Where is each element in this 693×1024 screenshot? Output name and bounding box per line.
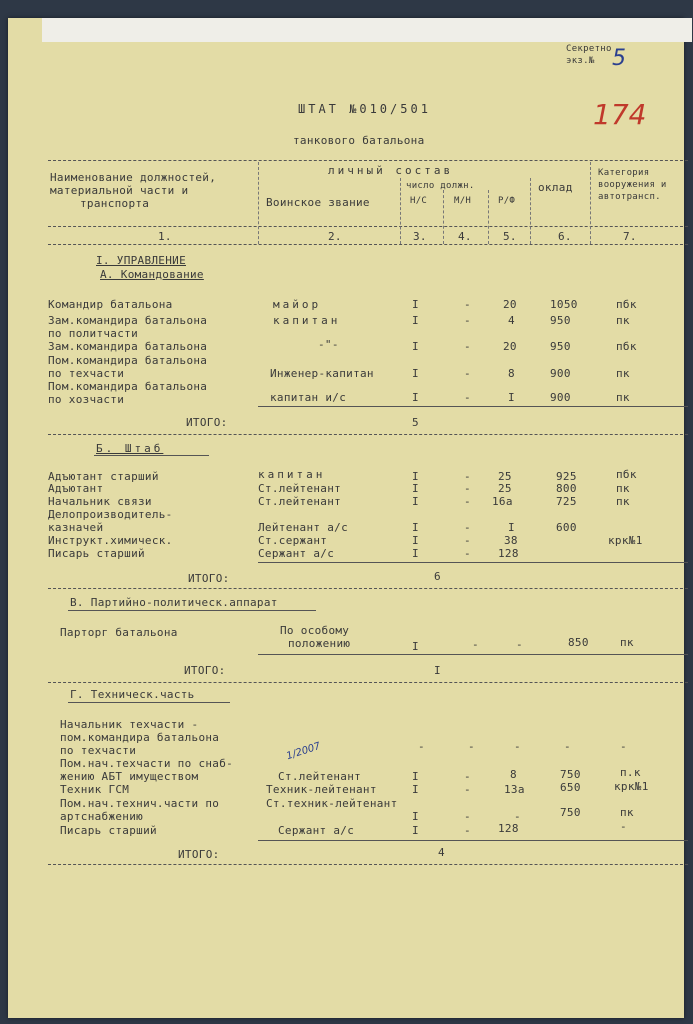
header-rank: Воинское звание xyxy=(266,196,370,209)
position-name: Писарь старший xyxy=(48,547,145,560)
position-name-cont: по техчасти xyxy=(60,744,137,757)
count-mn: - xyxy=(464,367,471,380)
count-ns: I xyxy=(412,810,419,823)
subsection-a-heading: А. Командование xyxy=(100,268,204,281)
count-mn: - xyxy=(464,314,471,327)
count-ns: I xyxy=(412,340,419,353)
copy-number: 5 xyxy=(612,46,626,71)
salary-value: 900 xyxy=(550,391,571,404)
folio-number: 174 xyxy=(593,98,647,131)
rank-value: Техник-лейтенант xyxy=(266,783,377,796)
count-ryad: I xyxy=(508,391,515,404)
count-mn: - xyxy=(472,638,479,651)
total-value: 5 xyxy=(412,416,419,429)
position-name: Пом.командира батальона xyxy=(48,380,208,393)
col-num-4: 4. xyxy=(458,230,472,243)
count-ns: - xyxy=(418,740,425,753)
position-name-cont: по техчасти xyxy=(48,367,125,380)
rank-value-cont: положению xyxy=(288,637,351,650)
header-salary: оклад xyxy=(538,181,573,194)
rank-value: Ст.лейтенант xyxy=(258,482,342,495)
handwritten-note: 1/2007 xyxy=(285,740,323,763)
position-name-cont: пом.командира батальона xyxy=(60,731,220,744)
position-name: Делопроизводитель- xyxy=(48,508,173,521)
rank-value: капитан и/с xyxy=(270,391,347,404)
count-mn: - xyxy=(464,298,471,311)
total-value: 6 xyxy=(434,570,441,583)
count-mn: - xyxy=(464,470,471,483)
rank-value: Сержант а/с xyxy=(278,824,355,837)
rank-value: Ст.сержант xyxy=(258,534,328,547)
top-paper-strip xyxy=(42,18,692,42)
total-label: ИТОГО: xyxy=(184,664,226,677)
count-ryad: I xyxy=(508,521,515,534)
count-ryad: 25 xyxy=(498,482,512,495)
count-ns: I xyxy=(412,770,419,783)
position-name-cont: по политчасти xyxy=(48,327,138,340)
copy-label: экз.№ xyxy=(566,56,595,66)
count-mn: - xyxy=(464,521,471,534)
header-count: число должн. xyxy=(406,181,475,191)
count-ryad: 20 xyxy=(503,298,517,311)
header-col1-line3: транспорта xyxy=(80,197,150,210)
rank-value: По особому xyxy=(280,624,350,637)
count-ns: I xyxy=(412,314,419,327)
count-ryad: - xyxy=(514,740,521,753)
count-ns: I xyxy=(412,367,419,380)
category-value: крк№1 xyxy=(614,780,649,793)
col-num-3: 3. xyxy=(413,230,427,243)
position-name: Пом.нач.технич.части по xyxy=(60,797,220,810)
category-value: пк xyxy=(616,482,630,495)
position-name: Зам.командира батальона xyxy=(48,340,208,353)
rank-value: Ст.лейтенант xyxy=(278,770,362,783)
count-mn: - xyxy=(464,340,471,353)
rank-value: Сержант а/с xyxy=(258,547,335,560)
category-value: пк xyxy=(616,314,630,327)
category-value: пбк xyxy=(616,340,637,353)
header-cat-line2: вооружения и xyxy=(598,180,667,190)
header-mn: М/Н xyxy=(454,196,472,206)
salary-value: 925 xyxy=(556,470,577,483)
category-value: - xyxy=(620,740,627,753)
category-value: пбк xyxy=(616,468,637,481)
col-num-5: 5. xyxy=(503,230,517,243)
total-label: ИТОГО: xyxy=(178,848,220,861)
rank-value: Инженер-капитан xyxy=(270,367,374,380)
count-ryad: - xyxy=(514,810,521,823)
count-ryad: 25 xyxy=(498,470,512,483)
position-name: Адъютант старший xyxy=(48,470,159,483)
header-col1-line2: материальной части и xyxy=(50,184,189,197)
header-ns: Н/С xyxy=(410,196,428,206)
count-ns: I xyxy=(412,534,419,547)
position-name: Пом.нач.техчасти по снаб- xyxy=(60,757,234,770)
position-name: Писарь старший xyxy=(60,824,157,837)
subsection-g-heading: Г. Техническ.часть xyxy=(70,688,195,701)
salary-value: 900 xyxy=(550,367,571,380)
count-mn: - xyxy=(464,391,471,404)
salary-value: 600 xyxy=(556,521,577,534)
count-ryad: 8 xyxy=(510,768,517,781)
section-heading: I. УПРАВЛЕНИЕ xyxy=(96,254,186,267)
rank-value: капитан xyxy=(273,314,341,327)
header-group: личный состав xyxy=(328,164,454,177)
position-name: Пом.командира батальона xyxy=(48,354,208,367)
count-ryad: 16а xyxy=(492,495,513,508)
position-name-cont: жению АБТ имуществом xyxy=(60,770,199,783)
count-ns: I xyxy=(412,391,419,404)
col-num-2: 2. xyxy=(328,230,342,243)
salary-value: 1050 xyxy=(550,298,578,311)
count-ryad: 8 xyxy=(508,367,515,380)
count-ryad: 128 xyxy=(498,822,519,835)
total-value: I xyxy=(434,664,441,677)
count-mn: - xyxy=(464,770,471,783)
count-mn: - xyxy=(464,495,471,508)
count-ns: I xyxy=(412,824,419,837)
count-ns: I xyxy=(412,547,419,560)
category-value: пк xyxy=(616,391,630,404)
salary-value: 800 xyxy=(556,482,577,495)
position-name: Начальник техчасти - xyxy=(60,718,199,731)
position-name-cont: артснабжению xyxy=(60,810,144,823)
count-ns: I xyxy=(412,482,419,495)
salary-value: 850 xyxy=(568,636,589,649)
salary-value: 750 xyxy=(560,806,581,819)
count-mn: - xyxy=(464,783,471,796)
position-name: Инструкт.химическ. xyxy=(48,534,173,547)
position-name: Парторг батальона xyxy=(60,626,178,639)
rank-value: Ст.техник-лейтенант xyxy=(266,797,398,810)
header-cat-line1: Категория xyxy=(598,168,650,178)
position-name: Командир батальона xyxy=(48,298,173,311)
category-value: пк xyxy=(620,636,634,649)
position-name: Зам.командира батальона xyxy=(48,314,208,327)
position-name-cont: по хозчасти xyxy=(48,393,125,406)
header-ryad: Р/Ф xyxy=(498,196,516,206)
col-num-1: 1. xyxy=(158,230,172,243)
count-ns: I xyxy=(412,521,419,534)
total-label: ИТОГО: xyxy=(186,416,228,429)
rank-value: капитан xyxy=(258,468,326,481)
count-ns: I xyxy=(412,495,419,508)
position-name: казначей xyxy=(48,521,104,534)
page-subtitle: танкового батальона xyxy=(293,134,425,147)
category-value: крк№1 xyxy=(608,534,643,547)
category-value: пк xyxy=(616,495,630,508)
total-label: ИТОГО: xyxy=(188,572,230,585)
count-ns: I xyxy=(412,783,419,796)
position-name: Начальник связи xyxy=(48,495,152,508)
count-ryad: 128 xyxy=(498,547,519,560)
salary-value: 725 xyxy=(556,495,577,508)
header-col1-line1: Наименование должностей, xyxy=(50,171,217,184)
position-name: Адъютант xyxy=(48,482,104,495)
header-cat-line3: автотрансп. xyxy=(598,192,661,202)
count-ns: I xyxy=(412,298,419,311)
category-value: пк xyxy=(620,806,634,819)
col-num-6: 6. xyxy=(558,230,572,243)
subsection-b-heading: Б. Штаб xyxy=(96,442,164,455)
position-name: Техник ГСМ xyxy=(60,783,130,796)
salary-value: 650 xyxy=(560,781,581,794)
count-ryad: - xyxy=(516,638,523,651)
rank-value: -"- xyxy=(318,338,339,351)
page-title: ШТАТ №010/501 xyxy=(298,102,431,116)
category-value: пк xyxy=(616,367,630,380)
count-mn: - xyxy=(464,824,471,837)
count-mn: - xyxy=(468,740,475,753)
category-value: пбк xyxy=(616,298,637,311)
count-mn: - xyxy=(464,547,471,560)
subsection-v-heading: В. Партийно-политическ.аппарат xyxy=(70,596,278,609)
document-page xyxy=(8,18,684,1018)
category-value: - xyxy=(620,820,627,833)
count-ns: I xyxy=(412,640,419,653)
count-ryad: 13а xyxy=(504,783,525,796)
category-value: п.к xyxy=(620,766,641,779)
salary-value: 750 xyxy=(560,768,581,781)
count-mn: - xyxy=(464,534,471,547)
salary-value: 950 xyxy=(550,340,571,353)
count-mn: - xyxy=(464,810,471,823)
total-value: 4 xyxy=(438,846,445,859)
count-ryad: 20 xyxy=(503,340,517,353)
rank-value: Лейтенант а/с xyxy=(258,521,348,534)
col-num-7: 7. xyxy=(623,230,637,243)
salary-value: 950 xyxy=(550,314,571,327)
count-ryad: 4 xyxy=(508,314,515,327)
count-mn: - xyxy=(464,482,471,495)
count-ns: I xyxy=(412,470,419,483)
rank-value: майор xyxy=(273,298,322,311)
secret-label: Секретно xyxy=(566,44,612,54)
count-ryad: 38 xyxy=(504,534,518,547)
rank-value: Ст.лейтенант xyxy=(258,495,342,508)
salary-value: - xyxy=(564,740,571,753)
